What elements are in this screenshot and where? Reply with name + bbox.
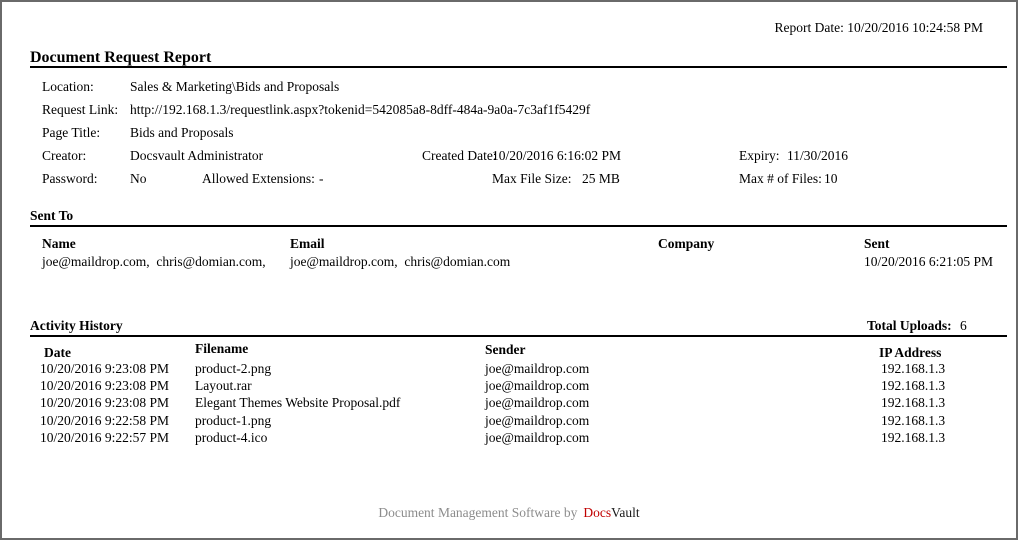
activity-ip: 192.168.1.3 — [881, 378, 946, 393]
title-divider — [30, 66, 1007, 68]
creator-value: Docsvault Administrator — [130, 148, 264, 163]
total-uploads-value: 6 — [960, 318, 967, 333]
activity-filename: product-1.png — [195, 413, 272, 428]
activity-filename: Elegant Themes Website Proposal.pdf — [195, 395, 401, 410]
detail-row-location — [2, 79, 1016, 95]
docsvault-logo — [583, 505, 639, 520]
max-files-label: Max # of Files: — [739, 171, 822, 186]
activity-date: 10/20/2016 9:22:58 PM — [40, 413, 170, 428]
sent-to-col-name: Name — [42, 236, 76, 251]
sent-to-col-company: Company — [658, 236, 715, 251]
activity-date: 10/20/2016 9:23:08 PM — [40, 361, 170, 376]
created-date-value: 10/20/2016 6:16:02 PM — [492, 148, 622, 163]
activity-date: 10/20/2016 9:23:08 PM — [40, 378, 170, 393]
activity-header-row — [2, 341, 1016, 360]
detail-row-page-title — [2, 125, 1016, 141]
sent-to-name-value: joe@maildrop.com, chris@domian.com, — [42, 254, 266, 269]
activity-sender: joe@maildrop.com — [485, 430, 590, 445]
allowed-extensions-label: Allowed Extensions: — [202, 171, 315, 186]
activity-sender: joe@maildrop.com — [485, 395, 590, 410]
activity-ip: 192.168.1.3 — [881, 395, 946, 410]
sent-to-heading: Sent To — [30, 208, 74, 223]
detail-row-password — [2, 171, 1016, 187]
report-date-label: Report Date: — [774, 20, 844, 35]
password-value: No — [130, 171, 147, 186]
footer — [2, 505, 1016, 521]
page-title-value: Bids and Proposals — [130, 125, 234, 140]
max-files-value: 10 — [824, 171, 838, 186]
sent-to-sent-value: 10/20/2016 6:21:05 PM — [864, 254, 994, 269]
request-link-label: Request Link: — [42, 102, 119, 117]
activity-history-heading: Activity History — [30, 318, 123, 333]
max-file-size-value: 25 MB — [582, 171, 620, 186]
sent-to-col-sent: Sent — [864, 236, 890, 251]
activity-col-ip: IP Address — [879, 345, 942, 360]
activity-filename: Layout.rar — [195, 378, 252, 393]
activity-row — [2, 413, 1016, 429]
total-uploads-label: Total Uploads: — [867, 318, 952, 333]
sent-to-row — [2, 254, 1016, 270]
report-date-value: 10/20/2016 10:24:58 PM — [847, 20, 983, 35]
activity-date: 10/20/2016 9:22:57 PM — [40, 430, 170, 445]
creator-label: Creator: — [42, 148, 87, 163]
max-file-size-label: Max File Size: — [492, 171, 572, 186]
activity-col-sender: Sender — [485, 342, 526, 357]
expiry-value: 11/30/2016 — [787, 148, 849, 163]
location-label: Location: — [42, 79, 94, 94]
detail-row-request-link — [2, 102, 1016, 118]
activity-row — [2, 378, 1016, 394]
activity-ip: 192.168.1.3 — [881, 413, 946, 428]
footer-text: Document Management Software by — [378, 505, 578, 520]
activity-filename: product-4.ico — [195, 430, 268, 445]
activity-row — [2, 430, 1016, 446]
report-title: Document Request Report — [30, 49, 212, 66]
sent-to-divider — [30, 225, 1007, 227]
activity-date: 10/20/2016 9:23:08 PM — [40, 395, 170, 410]
activity-ip: 192.168.1.3 — [881, 430, 946, 445]
activity-sender: joe@maildrop.com — [485, 413, 590, 428]
activity-ip: 192.168.1.3 — [881, 361, 946, 376]
password-label: Password: — [42, 171, 98, 186]
activity-sender: joe@maildrop.com — [485, 361, 590, 376]
activity-row — [2, 361, 1016, 377]
allowed-extensions-value: - — [319, 171, 324, 186]
sent-to-col-email: Email — [290, 236, 325, 251]
page-title-label: Page Title: — [42, 125, 101, 140]
expiry-label: Expiry: — [739, 148, 780, 163]
activity-row — [2, 395, 1016, 411]
footer-brand-docs: Docs — [583, 505, 612, 520]
activity-filename: product-2.png — [195, 361, 272, 376]
sent-to-header-row — [2, 236, 1016, 252]
activity-sender: joe@maildrop.com — [485, 378, 590, 393]
total-uploads — [2, 318, 1016, 334]
location-value: Sales & Marketing\Bids and Proposals — [130, 79, 340, 94]
activity-history-divider — [30, 335, 1007, 337]
report-date — [775, 20, 984, 36]
activity-col-filename: Filename — [195, 341, 249, 356]
request-link-url[interactable]: http://192.168.1.3/requestlink.aspx?tokenid=542085a8-8dff-484a-9a0a-7c3af1f5429f — [130, 102, 591, 117]
footer-brand-vault: Vault — [611, 505, 640, 520]
detail-row-creator — [2, 148, 1016, 164]
created-date-label: Created Date: — [422, 148, 497, 163]
sent-to-email-value: joe@maildrop.com, chris@domian.com — [290, 254, 511, 269]
activity-col-date: Date — [44, 345, 71, 360]
